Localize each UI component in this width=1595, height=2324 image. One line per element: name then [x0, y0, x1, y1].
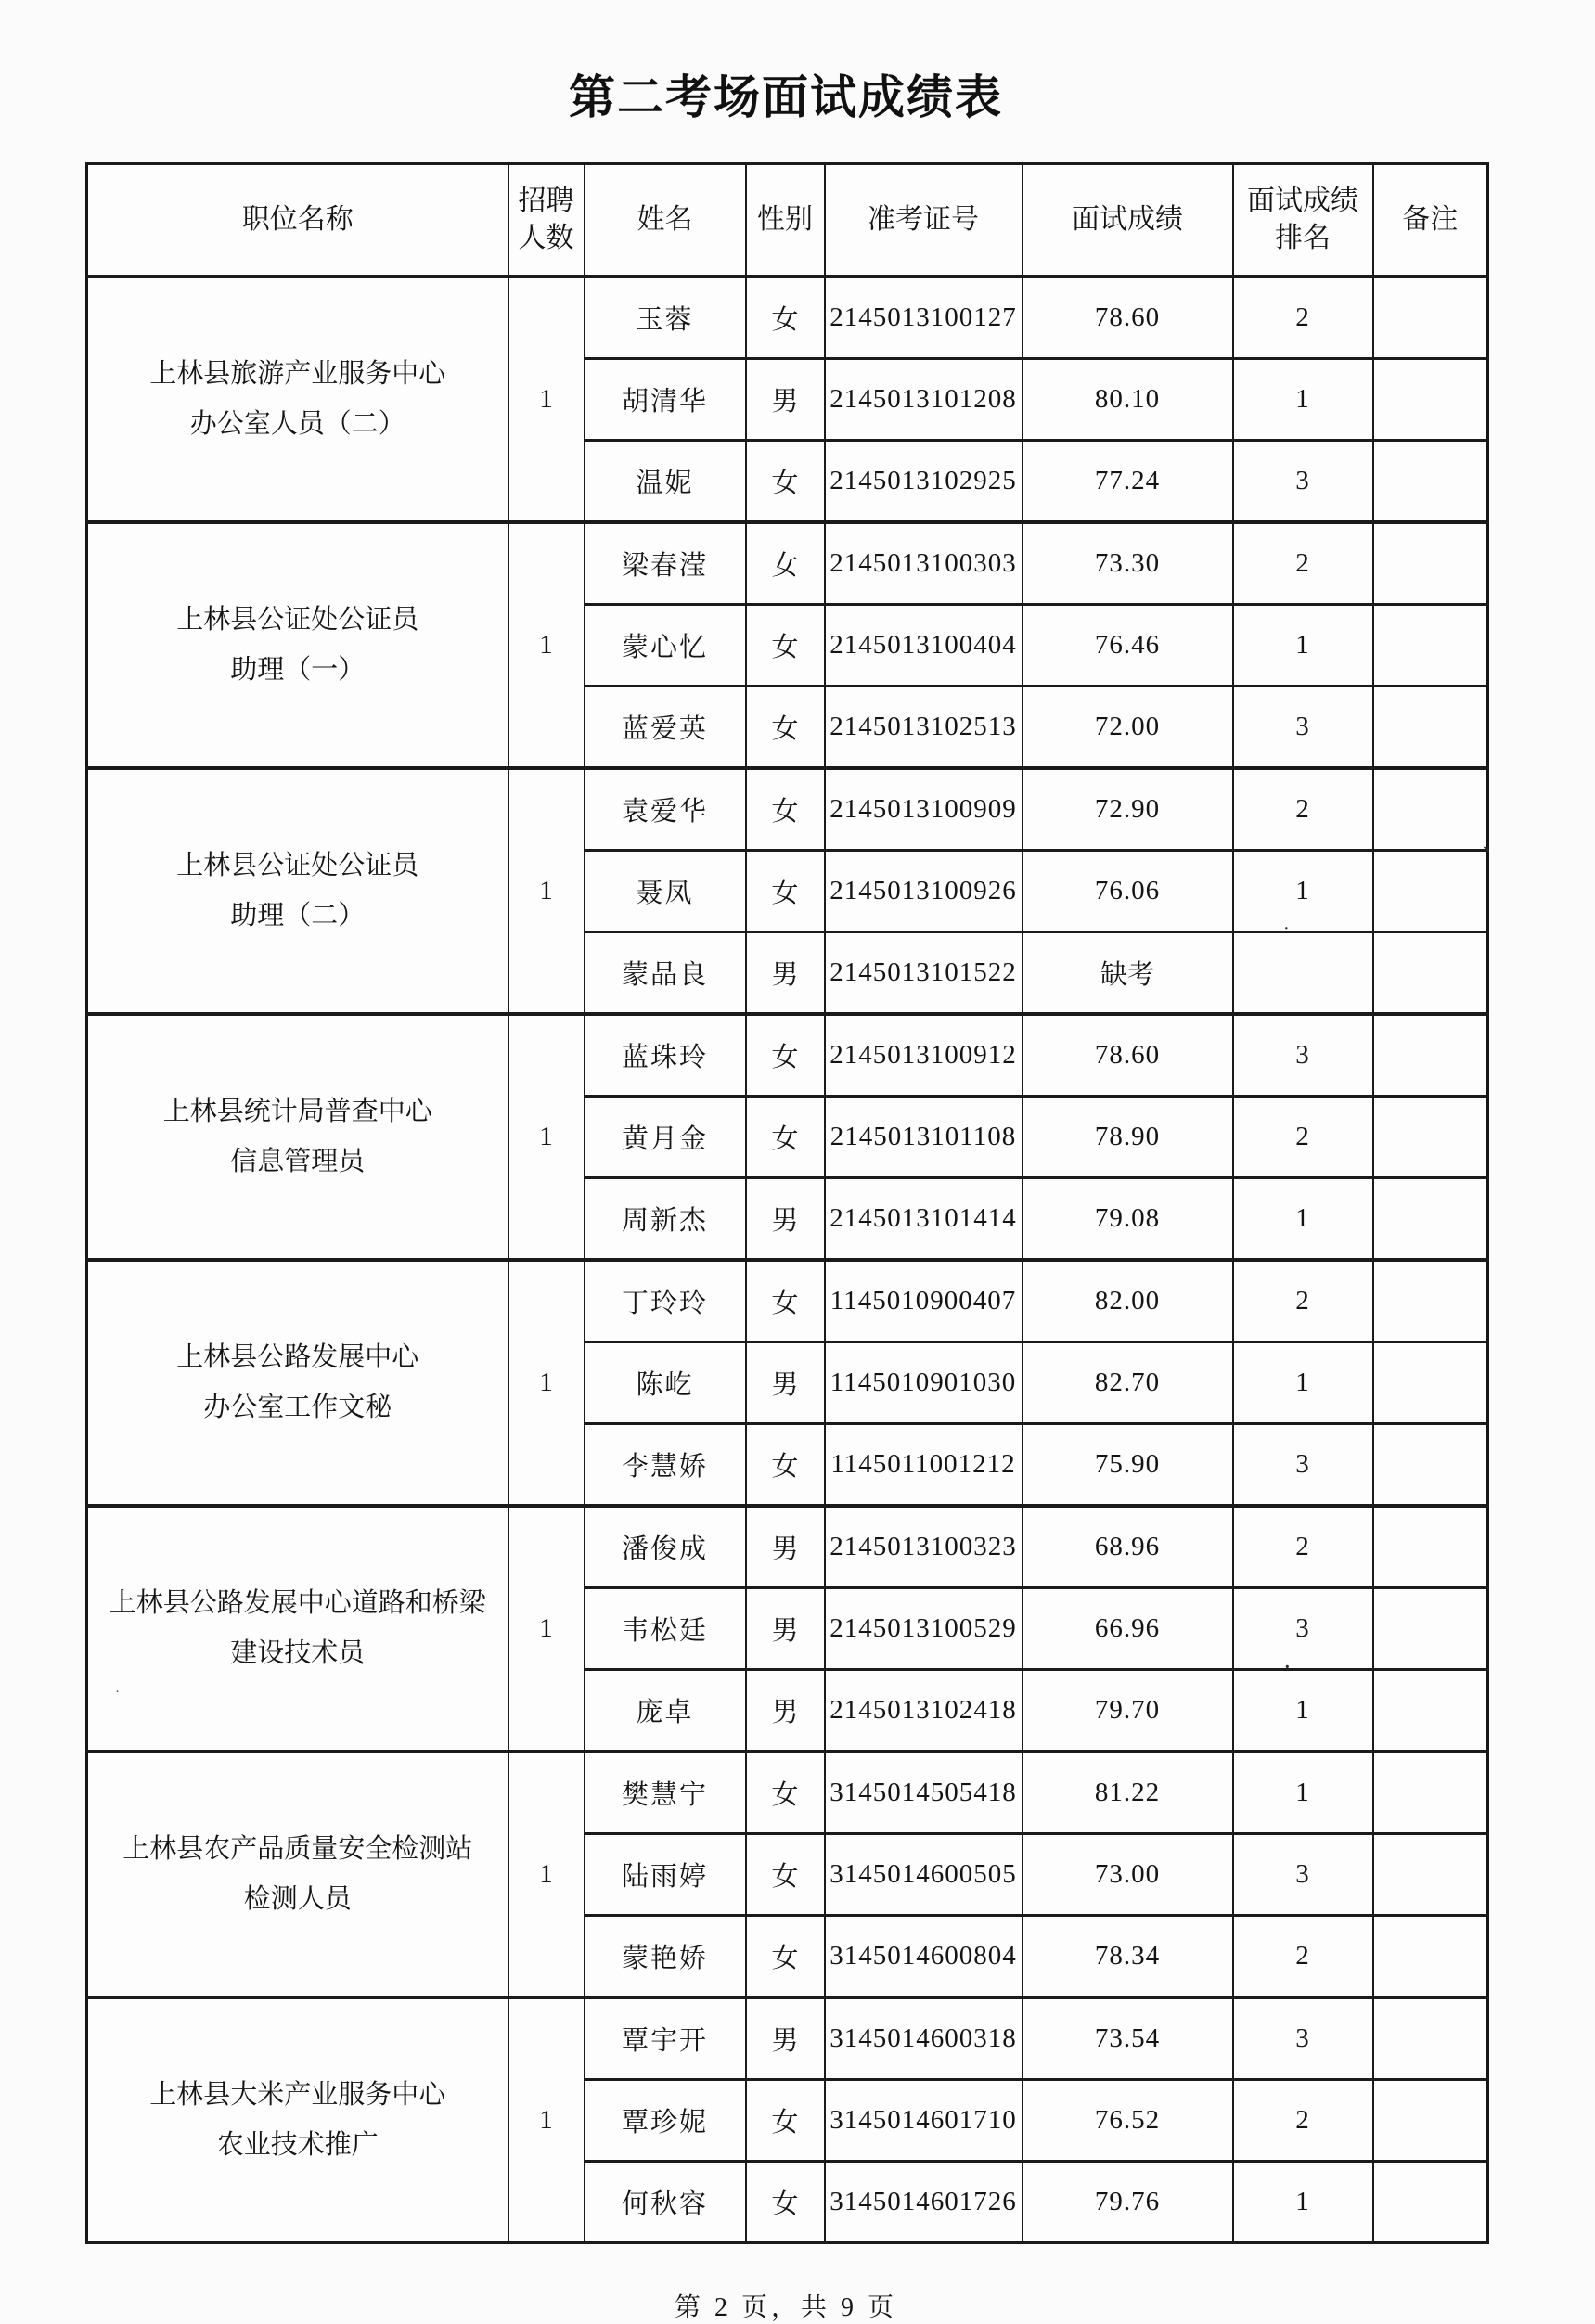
remark-cell	[1373, 851, 1488, 932]
candidate-gender: 男	[746, 1506, 825, 1588]
candidate-gender: 女	[746, 441, 825, 523]
ticket-number: 1145010901030	[825, 1342, 1023, 1424]
candidate-name: 覃珍妮	[585, 2080, 746, 2162]
ticket-number: 2145013100529	[825, 1588, 1023, 1670]
candidate-gender: 男	[746, 359, 825, 441]
score-rank: 2	[1233, 1097, 1373, 1178]
score-rank: 3	[1233, 1424, 1373, 1507]
table-row	[87, 768, 1488, 851]
candidate-gender: 女	[746, 1260, 825, 1342]
header-recruits: 招聘人数	[508, 164, 585, 277]
candidate-gender: 女	[746, 1097, 825, 1178]
header-ticket: 准考证号	[825, 164, 1023, 277]
remark-cell	[1373, 2162, 1488, 2243]
candidate-gender: 女	[746, 1752, 825, 1834]
interview-score: 78.60	[1023, 276, 1233, 359]
score-rank: 2	[1233, 768, 1373, 851]
table-body	[87, 276, 1488, 2243]
interview-score: 79.70	[1023, 1670, 1233, 1753]
recruit-count-cell: 1	[508, 522, 585, 768]
position-line1: 上林县公路发展中心	[176, 1342, 419, 1372]
remark-cell	[1373, 605, 1488, 687]
ticket-number: 2145013101108	[825, 1097, 1023, 1178]
candidate-gender: 女	[746, 768, 825, 851]
header-score: 面试成绩	[1023, 164, 1233, 277]
interview-score: 73.30	[1023, 522, 1233, 605]
position-line2: 农业技术推广	[216, 2129, 379, 2160]
position-line1: 上林县统计局普查中心	[162, 1096, 432, 1126]
score-rank: 2	[1233, 276, 1373, 359]
remark-cell	[1373, 1752, 1488, 1834]
scan-artifact-tick: `	[1478, 841, 1493, 874]
ticket-number: 2145013101208	[825, 359, 1023, 441]
remark-cell	[1373, 1014, 1488, 1097]
score-rank: 3	[1233, 1014, 1373, 1097]
recruit-count-cell: 1	[508, 1260, 585, 1506]
ticket-number: 1145010900407	[825, 1260, 1023, 1342]
candidate-name: 庞卓	[585, 1670, 746, 1753]
remark-cell	[1373, 441, 1488, 523]
candidate-name: 胡清华	[585, 359, 746, 441]
position-name-cell	[87, 1014, 508, 1260]
table-row	[87, 1752, 1488, 1834]
remark-cell	[1373, 359, 1488, 441]
candidate-name: 潘俊成	[585, 1506, 746, 1588]
candidate-gender: 男	[746, 1178, 825, 1261]
remark-cell	[1373, 768, 1488, 851]
interview-score: 76.52	[1023, 2080, 1233, 2162]
ticket-number: 2145013100404	[825, 605, 1023, 687]
candidate-gender: 女	[746, 605, 825, 687]
remark-cell	[1373, 1178, 1488, 1261]
position-name-cell	[87, 768, 508, 1014]
score-rank	[1233, 932, 1373, 1015]
page-number-footer: 第 2 页，共 9 页	[674, 2293, 897, 2322]
table-header	[87, 164, 1488, 277]
ticket-number: 2145013100909	[825, 768, 1023, 851]
score-rank: 1	[1233, 1752, 1373, 1834]
remark-cell	[1373, 1342, 1488, 1424]
interview-score: 73.54	[1023, 1997, 1233, 2080]
interview-score: 72.00	[1023, 687, 1233, 769]
position-name-cell	[87, 1506, 508, 1752]
interview-score: 82.70	[1023, 1342, 1233, 1424]
remark-cell	[1373, 1997, 1488, 2080]
score-rank: 3	[1233, 687, 1373, 769]
remark-cell	[1373, 1260, 1488, 1342]
position-line1: 上林县大米产业服务中心	[149, 2079, 446, 2110]
candidate-name: 周新杰	[585, 1178, 746, 1261]
interview-score: 76.06	[1023, 851, 1233, 932]
interview-score-table	[85, 162, 1489, 2244]
score-rank: 2	[1233, 1916, 1373, 1998]
interview-score: 81.22	[1023, 1752, 1233, 1834]
candidate-gender: 女	[746, 687, 825, 769]
interview-score: 79.76	[1023, 2162, 1233, 2243]
candidate-gender: 女	[746, 2080, 825, 2162]
ticket-number: 2145013101522	[825, 932, 1023, 1015]
ticket-number: 2145013100912	[825, 1014, 1023, 1097]
remark-cell	[1373, 1097, 1488, 1178]
candidate-name: 袁爱华	[585, 768, 746, 851]
score-rank: 1	[1233, 1178, 1373, 1261]
ticket-number: 3145014601710	[825, 2080, 1023, 2162]
candidate-name: 黄月金	[585, 1097, 746, 1178]
position-line2: 办公室人员（二）	[189, 408, 405, 439]
candidate-gender: 女	[746, 522, 825, 605]
position-name-cell	[87, 1752, 508, 1997]
candidate-gender: 男	[746, 1997, 825, 2080]
position-name-cell	[87, 1997, 508, 2243]
candidate-gender: 女	[746, 1424, 825, 1507]
interview-score: 73.00	[1023, 1834, 1233, 1916]
score-rank: 3	[1233, 1997, 1373, 2080]
candidate-gender: 女	[746, 276, 825, 359]
ticket-number: 2145013102418	[825, 1670, 1023, 1753]
score-rank: 3	[1233, 1834, 1373, 1916]
score-rank: 3	[1233, 441, 1373, 523]
score-rank: 1	[1233, 851, 1373, 932]
candidate-name: 温妮	[585, 441, 746, 523]
interview-score-absent: 缺考	[1023, 932, 1233, 1015]
interview-score: 77.24	[1023, 441, 1233, 523]
remark-cell	[1373, 522, 1488, 605]
candidate-gender: 男	[746, 932, 825, 1015]
position-line2: 办公室工作文秘	[203, 1392, 392, 1422]
score-rank: 2	[1233, 2080, 1373, 2162]
remark-cell	[1373, 1588, 1488, 1670]
score-rank: 2	[1233, 522, 1373, 605]
score-rank: 1	[1233, 359, 1373, 441]
ticket-number: 3145014505418	[825, 1752, 1023, 1834]
interview-score: 82.00	[1023, 1260, 1233, 1342]
score-rank: 1	[1233, 1670, 1373, 1753]
score-rank: 1	[1233, 605, 1373, 687]
position-line1: 上林县公证处公证员	[176, 604, 419, 635]
candidate-name: 蒙艳娇	[585, 1916, 746, 1998]
ticket-number: 1145011001212	[825, 1424, 1023, 1507]
candidate-gender: 女	[746, 851, 825, 932]
header-name: 姓名	[585, 164, 746, 277]
position-line2: 信息管理员	[230, 1146, 366, 1176]
candidate-gender: 女	[746, 1834, 825, 1916]
candidate-name: 陆雨婷	[585, 1834, 746, 1916]
position-line2: 助理（二）	[230, 900, 366, 931]
candidate-gender: 女	[746, 1014, 825, 1097]
candidate-name: 蒙心忆	[585, 605, 746, 687]
header-remark: 备注	[1373, 164, 1488, 277]
interview-score: 75.90	[1023, 1424, 1233, 1507]
candidate-gender: 男	[746, 1670, 825, 1753]
ticket-number: 3145014600505	[825, 1834, 1023, 1916]
ticket-number: 2145013102925	[825, 441, 1023, 523]
table-row	[87, 276, 1488, 359]
interview-score: 76.46	[1023, 605, 1233, 687]
ticket-number: 3145014600804	[825, 1916, 1023, 1998]
score-rank: 2	[1233, 1260, 1373, 1342]
interview-score: 78.34	[1023, 1916, 1233, 1998]
position-name-cell	[87, 1260, 508, 1506]
ticket-number: 2145013102513	[825, 687, 1023, 769]
table-row	[87, 1014, 1488, 1097]
ticket-number: 3145014601726	[825, 2162, 1023, 2243]
position-line1: 上林县旅游产业服务中心	[149, 358, 446, 389]
candidate-name: 韦松廷	[585, 1588, 746, 1670]
candidate-name: 何秋容	[585, 2162, 746, 2243]
recruit-count-cell: 1	[508, 1997, 585, 2243]
ticket-number: 2145013100303	[825, 522, 1023, 605]
interview-score: 78.60	[1023, 1014, 1233, 1097]
interview-score: 72.90	[1023, 768, 1233, 851]
position-line1: 上林县公证处公证员	[176, 850, 419, 880]
candidate-gender: 女	[746, 2162, 825, 2243]
recruit-count-cell: 1	[508, 768, 585, 1014]
candidate-gender: 女	[746, 1916, 825, 1998]
remark-cell	[1373, 1506, 1488, 1588]
position-name-cell	[87, 522, 508, 768]
candidate-name: 蓝爱英	[585, 687, 746, 769]
candidate-gender: 男	[746, 1588, 825, 1670]
ticket-number: 2145013101414	[825, 1178, 1023, 1261]
candidate-gender: 男	[746, 1342, 825, 1424]
candidate-name: 梁春滢	[585, 522, 746, 605]
recruit-count-cell: 1	[508, 1014, 585, 1260]
ticket-number: 2145013100323	[825, 1506, 1023, 1588]
candidate-name: 玉蓉	[585, 276, 746, 359]
header-rank: 面试成绩排名	[1233, 164, 1373, 277]
recruit-count-cell: 1	[508, 1506, 585, 1752]
score-rank: 2	[1233, 1506, 1373, 1588]
page-title: 第二考场面试成绩表	[569, 71, 1003, 123]
scan-artifact-dot: ·	[115, 1685, 120, 1700]
interview-score: 66.96	[1023, 1588, 1233, 1670]
scan-artifact-dot: ·	[1284, 1657, 1291, 1677]
remark-cell	[1373, 687, 1488, 769]
ticket-number: 2145013100127	[825, 276, 1023, 359]
remark-cell	[1373, 1916, 1488, 1998]
candidate-name: 李慧娇	[585, 1424, 746, 1507]
position-line2: 建设技术员	[230, 1637, 366, 1668]
remark-cell	[1373, 1424, 1488, 1507]
score-rank: 1	[1233, 2162, 1373, 2243]
remark-cell	[1373, 276, 1488, 359]
candidate-name: 丁玲玲	[585, 1260, 746, 1342]
recruit-count-cell: 1	[508, 1752, 585, 1997]
position-line1: 上林县农产品质量安全检测站	[122, 1833, 473, 1864]
scan-artifact-dot: ·	[1283, 918, 1290, 939]
recruit-count-cell: 1	[508, 276, 585, 522]
interview-score: 78.90	[1023, 1097, 1233, 1178]
candidate-name: 樊慧宁	[585, 1752, 746, 1834]
remark-cell	[1373, 2080, 1488, 2162]
table-row	[87, 1260, 1488, 1342]
header-position: 职位名称	[87, 164, 508, 277]
header-row	[87, 164, 1488, 277]
table-row	[87, 1506, 1488, 1588]
table-row	[87, 522, 1488, 605]
position-name-cell	[87, 276, 508, 522]
score-rank: 1	[1233, 1342, 1373, 1424]
candidate-name: 聂凤	[585, 851, 746, 932]
interview-score: 80.10	[1023, 359, 1233, 441]
position-line1: 上林县公路发展中心道路和桥梁	[109, 1587, 486, 1618]
position-line2: 助理（一）	[230, 654, 366, 685]
remark-cell	[1373, 1834, 1488, 1916]
candidate-name: 蒙品良	[585, 932, 746, 1015]
position-line2: 检测人员	[243, 1883, 352, 1914]
score-rank: 3	[1233, 1588, 1373, 1670]
header-gender: 性别	[746, 164, 825, 277]
ticket-number: 3145014600318	[825, 1997, 1023, 2080]
ticket-number: 2145013100926	[825, 851, 1023, 932]
candidate-name: 陈屹	[585, 1342, 746, 1424]
table-row	[87, 1997, 1488, 2080]
interview-score: 68.96	[1023, 1506, 1233, 1588]
interview-score: 79.08	[1023, 1178, 1233, 1261]
document-sheet	[85, 0, 1486, 2324]
remark-cell	[1373, 932, 1488, 1015]
candidate-name: 覃宇开	[585, 1997, 746, 2080]
candidate-name: 蓝珠玲	[585, 1014, 746, 1097]
remark-cell	[1373, 1670, 1488, 1753]
